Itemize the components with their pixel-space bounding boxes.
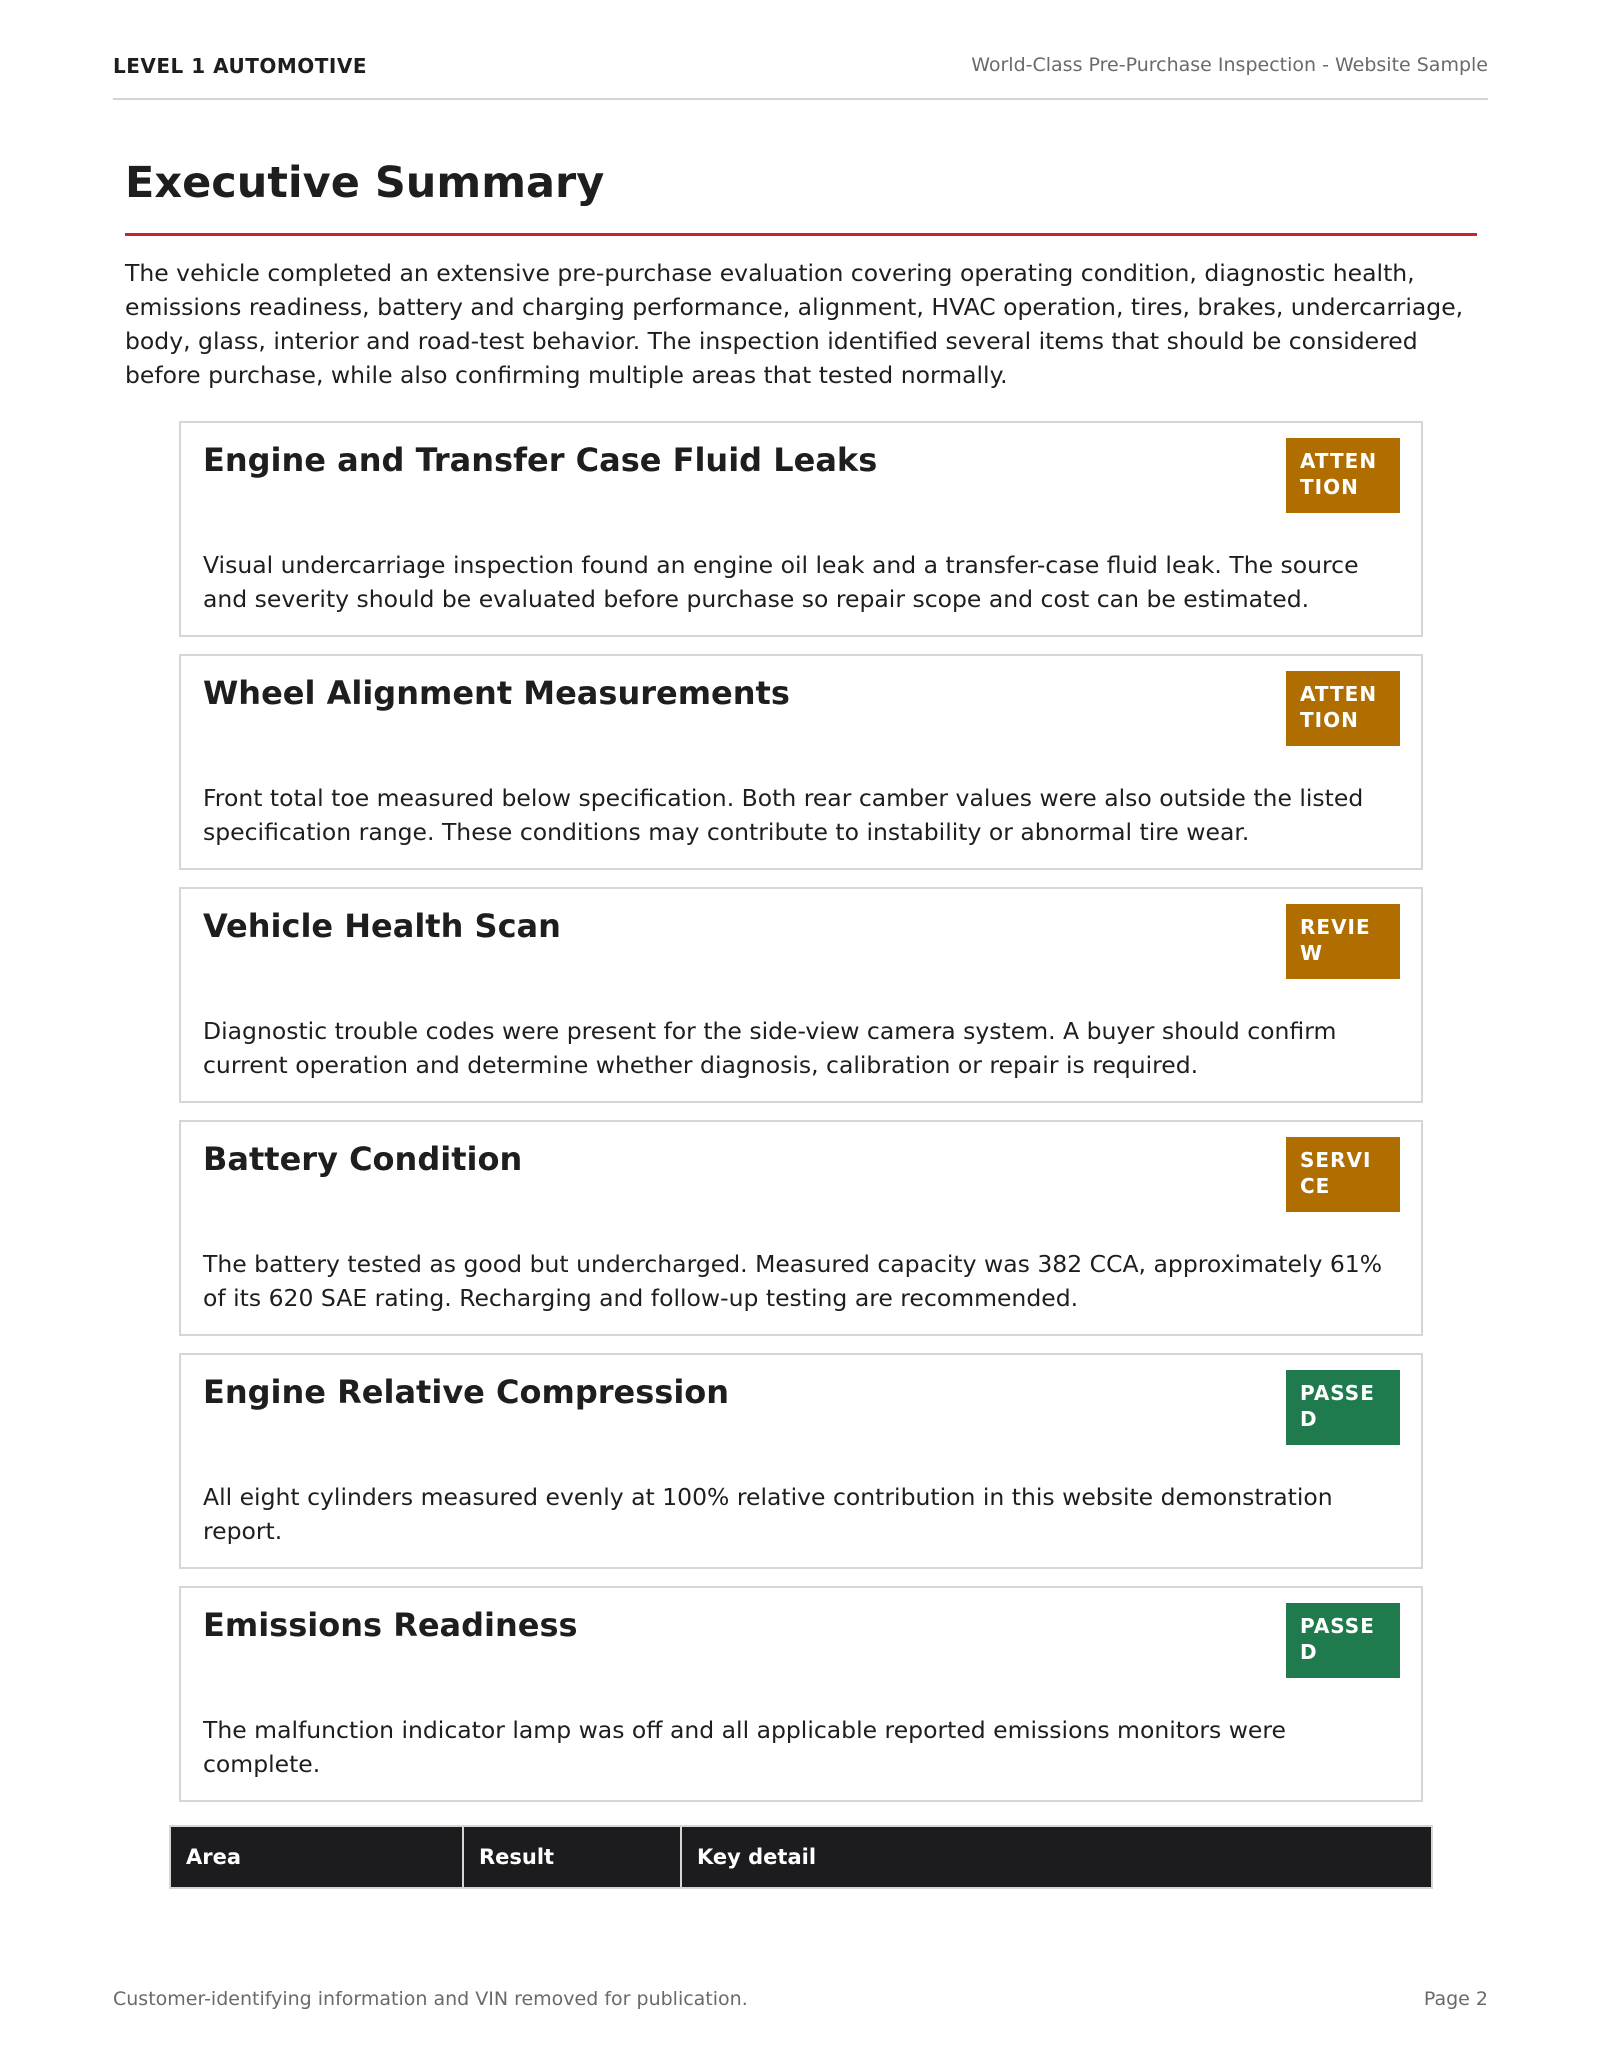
finding-description: The battery tested as good but undercharged. Measured capacity was 382 CCA, approximately 61% of its 620 SAE rating. Recharging and follow-up testing are recommended. [203,1250,1383,1312]
finding-title: Wheel Alignment Measurements [203,674,790,712]
finding-description: Diagnostic trouble codes were present for the side-view camera system. A buyer should confirm current operation and determine whether diagnosis, calibration or repair is required. [203,1017,1337,1079]
finding-card-wheel-alignment [179,654,1423,870]
status-badge: PASSED [1286,1370,1400,1445]
page-header [113,50,1488,100]
summary-table [169,1825,1433,1889]
finding-title: Battery Condition [203,1140,523,1178]
page-footer [113,1988,1488,2018]
finding-title: Vehicle Health Scan [203,907,561,945]
findings-list [179,421,1423,1819]
privacy-note: Customer-identifying information and VIN removed for publication. [113,1988,748,2010]
column-header-area: Area [170,1826,463,1888]
finding-description: All eight cylinders measured evenly at 100% relative contribution in this website demonstration report. [203,1483,1333,1545]
finding-card-compression [179,1353,1423,1569]
finding-card-emissions [179,1586,1423,1802]
table-header-row [170,1826,1432,1888]
intro-paragraph: The vehicle completed an extensive pre-purchase evaluation covering operating condition, diagnostic health, emissions readiness, battery and charging performance, alignment, HVAC operation, tires, brakes, undercarriage, body, glass, interior and road-test behavior. The inspection identified several items that should be considered before purchase, while also confirming multiple areas that tested normally. [125,259,1464,389]
finding-title: Engine Relative Compression [203,1373,730,1411]
finding-card-fluid-leaks [179,421,1423,637]
finding-title: Emissions Readiness [203,1606,578,1644]
finding-card-battery [179,1120,1423,1336]
finding-card-health-scan [179,887,1423,1103]
page-title: Executive Summary [125,158,605,208]
column-header-result: Result [463,1826,681,1888]
status-badge: ATTENTION [1286,438,1400,513]
finding-description: Front total toe measured below specification. Both rear camber values were also outside the listed specification range. These conditions may contribute to instability or abnormal tire wear. [203,784,1364,846]
column-header-key-detail: Key detail [681,1826,1432,1888]
status-badge: ATTENTION [1286,671,1400,746]
page-number: Page 2 [1423,1988,1488,2010]
brand-name: LEVEL 1 AUTOMOTIVE [113,54,368,78]
finding-description: The malfunction indicator lamp was off and all applicable reported emissions monitors were complete. [203,1716,1286,1778]
finding-title: Engine and Transfer Case Fluid Leaks [203,441,878,479]
status-badge: SERVICE [1286,1137,1400,1212]
report-subtitle: World-Class Pre-Purchase Inspection - Website Sample [971,54,1488,76]
status-badge: REVIEW [1286,904,1400,979]
finding-description: Visual undercarriage inspection found an engine oil leak and a transfer-case fluid leak. The source and severity should be evaluated before purchase so repair scope and cost can be estimated. [203,551,1359,613]
title-divider [125,233,1477,236]
status-badge: PASSED [1286,1603,1400,1678]
